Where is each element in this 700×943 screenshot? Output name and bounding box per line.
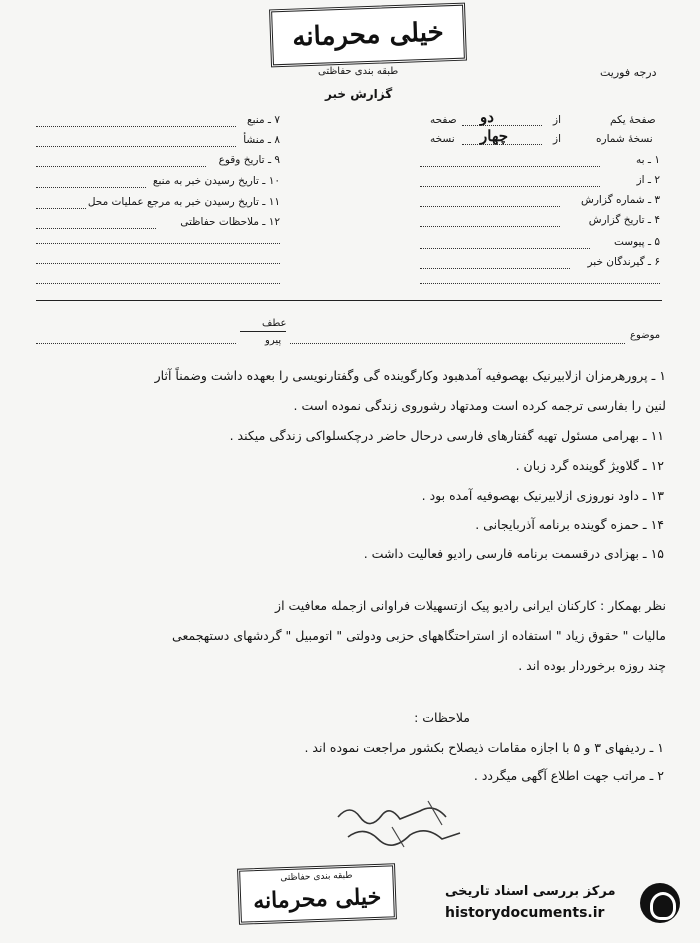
note-item: ۲ ـ مراتب جهت اطلاع آگهی میگردد .: [473, 768, 664, 783]
list-item: ۱۵ ـ بهزادی درقسمت برنامه فارسی رادیو فعالیت داشت .: [363, 546, 664, 561]
header-divider: [36, 300, 662, 301]
bottom-stamp-text: خیلی محرمانه: [252, 883, 382, 915]
copy-label: نسخهٔ شماره: [596, 133, 653, 145]
archive-logo-inner-icon: [650, 892, 676, 920]
watermark-name: مرکز بررسی اسناد تاریخی: [445, 884, 616, 899]
bottom-classification-stamp: [237, 863, 397, 924]
watermark-url: historydocuments.ir: [445, 905, 605, 921]
field-report-number: ۳ ـ شماره گزارش: [581, 194, 660, 206]
peyro-label: پیرو: [265, 335, 282, 346]
paragraph-2-line-2: مالیات " حقوق زیاد " استفاده از استراحتگاههای حزبی ودولتی " اتومبیل " گردشهای دستهجمعی: [172, 628, 666, 643]
paragraph-2-line-1: نظر بهمکار : کارکنان ایرانی رادیو پیک ازتسهیلات فراوانی ازجمله معافیت از: [275, 598, 666, 613]
list-item: ۱۳ ـ داود نوروزی ازلابیرنیک بهصوفیه آمده بود .: [421, 488, 664, 503]
page-of: از: [553, 114, 561, 126]
field-security-notes: ۱۲ ـ ملاحظات حفاظتی: [180, 216, 280, 228]
copy-value: چهار: [480, 127, 509, 145]
field-report-date: ۴ ـ تاریخ گزارش: [588, 214, 660, 226]
field-source: ۷ ـ منبع: [247, 114, 280, 126]
field-to: ۱ ـ به: [636, 154, 660, 166]
page-unit: صفحه: [430, 114, 457, 126]
priority-label: درجه فوریت: [600, 66, 657, 79]
note-item: ۱ ـ ردیفهای ۳ و ۵ با اجازه مقامات ذیصلاح بکشور مراجعت نموده اند .: [304, 740, 664, 755]
field-date-reached-source: ۱۰ ـ تاریخ رسیدن خبر به منبع: [152, 175, 280, 187]
bottom-stamp-classification: طبقه بندی حفاظتی: [280, 870, 353, 884]
field-recipients: ۶ ـ گیرندگان خبر: [587, 256, 660, 268]
page-label: صفحهٔ یکم: [610, 114, 656, 126]
field-date-occurrence: ۹ ـ تاریخ وقوع: [218, 154, 280, 166]
list-item: ۱۱ ـ بهرامی مسئول تهیه گفتارهای فارسی درحال حاضر درچکسلواکی زندگی میکند .: [229, 428, 664, 443]
handwritten-signature: [330, 795, 480, 855]
list-item: ۱۲ ـ گلاویژ گوینده گرد زبان .: [515, 458, 664, 473]
copy-of: از: [553, 133, 561, 145]
field-attachment: ۵ ـ پیوست: [613, 236, 660, 248]
page-value: دو: [480, 108, 494, 126]
report-title: گزارش خبر: [325, 87, 393, 101]
top-classification-stamp: خیلی محرمانه: [269, 3, 467, 68]
field-origin: ۸ ـ منشأ: [243, 134, 280, 146]
subject-label: موضوع: [630, 330, 661, 341]
paragraph-2-line-3: چند روزه برخوردار بوده اند .: [518, 658, 666, 673]
notes-heading: ملاحظات :: [414, 710, 470, 725]
field-date-reached-ops: ۱۱ ـ تاریخ رسیدن خبر به مرجع عملیات محل: [87, 196, 280, 208]
classification-label: طبقه بندی حفاظتی: [318, 66, 399, 77]
list-item: ۱۴ ـ حمزه گوینده برنامه آذربایجانی .: [475, 517, 664, 532]
field-from: ۲ ـ از: [636, 174, 660, 186]
copy-unit: نسخه: [430, 133, 455, 145]
atf-divider: [240, 331, 286, 332]
paragraph-1-line-2: لنین را بفارسی ترجمه کرده است ومدتهاد رشوروی زندگی نموده است .: [293, 398, 666, 413]
paragraph-1-line-1: ۱ ـ پرورهرمزان ازلابیرنیک بهصوفیه آمدهبود وکارگوینده گی وگفتارنویسی را بعهده داشت وضمناً آثار: [154, 368, 666, 383]
atf-label: عطف: [262, 318, 287, 329]
